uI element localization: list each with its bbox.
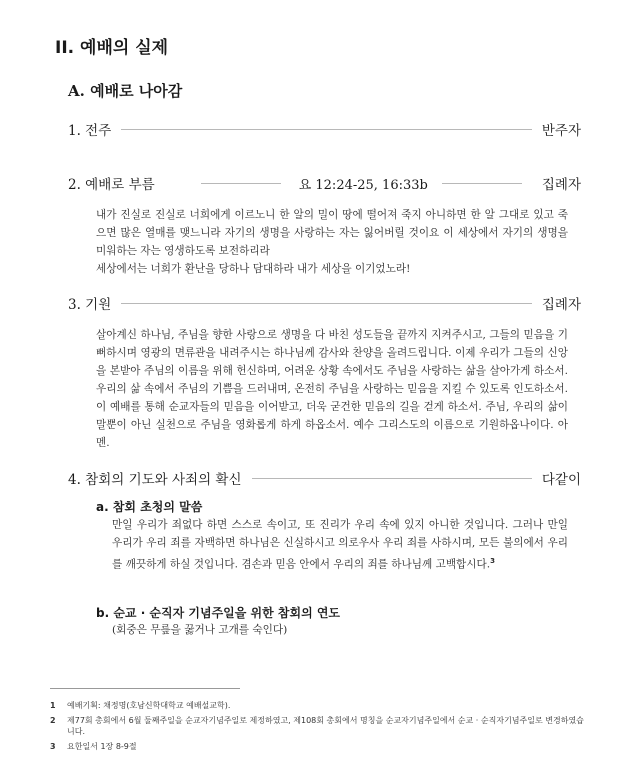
footnote-number: 2	[50, 716, 56, 725]
order-item-call-to-worship	[68, 173, 581, 193]
footnotes	[50, 700, 590, 756]
order-item-invocation	[68, 293, 581, 313]
leader-line	[121, 129, 532, 130]
footnote-text: 예배기획: 채정명(호남신학대학교 예배설교학).	[67, 701, 231, 710]
leader-line	[252, 478, 532, 479]
section-title: II. 예배의 실제	[55, 38, 169, 58]
item-title: 3. 기원	[68, 297, 112, 313]
item-leader: 반주자	[541, 123, 581, 139]
paragraph: 내가 진실로 진실로 너희에게 이르노니 한 알의 밀이 땅에 떨어져 죽지 아니하면 한 알 그대로 있고 죽으면 많은 열매를 맺느니라 자기의 생명을 사랑하는 자는 잃어버릴 것이요 이 세상에서 자기의 생명을 미워하는 자는 영생하도록 보전하리라	[96, 209, 568, 257]
footnote	[50, 741, 590, 752]
leader-line	[121, 303, 532, 304]
item-leader: 집례자	[541, 297, 581, 313]
footnote	[50, 700, 590, 711]
footnote-number: 3	[50, 742, 56, 751]
item-title: 4. 참회의 기도와 사죄의 확신	[68, 472, 242, 488]
scripture-reference: 요 12:24-25, 16:33b	[298, 177, 428, 193]
leader-line	[201, 183, 281, 184]
item-title: 2. 예배로 부름	[68, 177, 155, 193]
sub-item-title: a. 참회 초청의 말씀	[96, 500, 203, 514]
footnote	[50, 715, 590, 737]
sub-item-title: b. 순교 · 순직자 기념주일을 위한 참회의 연도	[96, 606, 341, 620]
paragraph: 살아계신 하나님, 주님을 향한 사랑으로 생명을 다 바친 성도들을 끝까지 지켜주시고, 그들의 믿음을 기뻐하시며 영광의 면류관을 내려주시는 하나님께 감사와 찬양을 올려드립니다. 이제 우리가 그들의 신앙을 본받아 주님의 이름을 위해 헌신하며, 어려운 상황 속에서도 주님을 사랑하는 삶을 살아가게 하소서. 우리의 삶 속에서 주님의 기쁨을 드러내며, 온전히 주님을 사랑하는 믿음을 지킬 수 있도록 인도하소서. 이 예배를 통해 순교자들의 믿음을 이어받고, 더욱 굳건한 믿음의 길을 걷게 하소서. 주님, 우리의 삶이 말뿐이 아닌 실천으로 주님을 영화롭게 하게 하옵소서. 예수 그리스도의 이름으로 기원하옵나이다. 아멘.	[96, 329, 568, 449]
footnote-text: 제77회 총회에서 6월 둘째주일을 순교자기념주일로 제정하였고, 제108회 총회에서 명칭을 순교자기념주일에서 순교 · 순직자기념주일로 변경하였습니다.	[67, 716, 584, 736]
invocation-text	[96, 326, 568, 452]
item-title: 1. 전주	[68, 123, 112, 139]
sub-item-text	[112, 621, 568, 639]
footnote-number: 1	[50, 701, 56, 710]
subsection-title: A. 예배로 나아감	[68, 82, 183, 100]
order-item-prelude	[68, 119, 581, 139]
paragraph: 세상에서는 너희가 환난을 당하나 담대하라 내가 세상을 이기었노라!	[96, 263, 411, 275]
order-item-confession	[68, 468, 581, 488]
footnote-divider	[50, 688, 240, 689]
paragraph: (회중은 무릎을 꿇거나 고개를 숙인다)	[112, 624, 288, 636]
call-to-worship-text	[96, 206, 568, 278]
leader-line	[442, 183, 522, 184]
sub-item-text	[112, 516, 568, 574]
paragraph: 만일 우리가 죄없다 하면 스스로 속이고, 또 진리가 우리 속에 있지 아니한 것입니다. 그러나 만일 우리가 우리 죄를 자백하면 하나님은 신실하시고 의로우사 우리 죄를 사하시며, 모든 불의에서 우리를 깨끗하게 하실 것입니다. 겸손과 믿음 안에서 우리의 죄를 하나님께 고백합시다.	[112, 519, 568, 571]
item-leader: 다같이	[541, 472, 581, 488]
item-leader: 집례자	[541, 177, 581, 193]
footnote-marker: 3	[490, 557, 495, 565]
footnote-text: 요한일서 1장 8-9절	[67, 742, 137, 751]
